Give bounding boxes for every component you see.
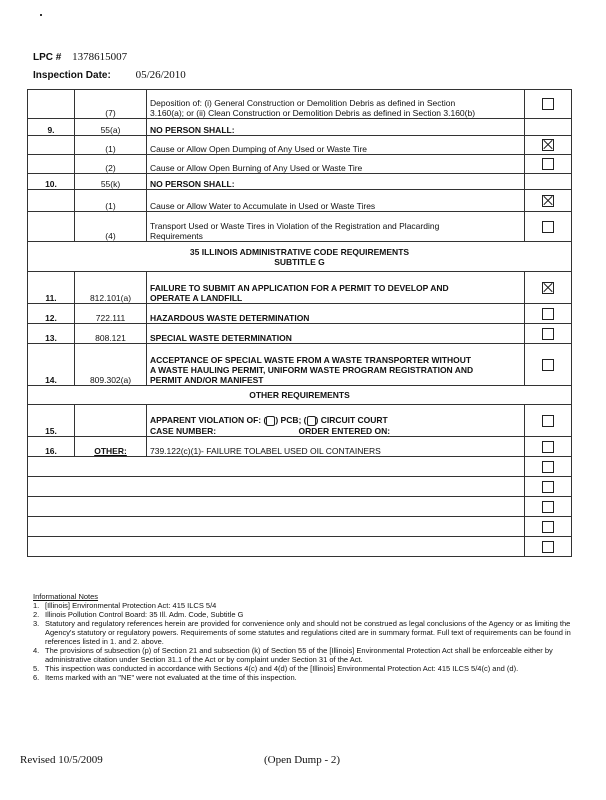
checkbox[interactable] bbox=[542, 308, 554, 320]
table-row bbox=[28, 174, 572, 190]
note-item: 4. The provisions of subsection (p) of Section 21 and subsection (k) of Section 55 of the [Illinois] Environmental Protection Act shall be enforceable either by administrative citation under Section 31.1 of the Act or by complaint under Section 31 of the Act. bbox=[33, 646, 553, 664]
row-section: 812.101(a) bbox=[75, 272, 147, 304]
row-desc: Cause or Allow Open Burning of Any Used or Waste Tire bbox=[147, 155, 525, 174]
checkbox[interactable] bbox=[542, 328, 554, 340]
checkbox[interactable] bbox=[542, 441, 554, 453]
table-row bbox=[28, 405, 572, 437]
inspection-date-value: 05/26/2010 bbox=[135, 69, 186, 81]
row-number: 16. bbox=[28, 437, 75, 457]
lpc-line bbox=[33, 51, 127, 63]
desc-line: 3.160(a); or (ii) Clean Construction or Demolition Debris as defined in Section 3.160(b) bbox=[150, 108, 476, 118]
revised-date: Revised 10/5/2009 bbox=[20, 754, 103, 766]
informational-notes bbox=[33, 592, 573, 682]
row-section: 809.302(a) bbox=[75, 344, 147, 386]
checkbox[interactable] bbox=[542, 98, 554, 110]
lpc-label: LPC # bbox=[33, 52, 62, 63]
desc-line: Transport Used or Waste Tires in Violation of the Registration and Placarding bbox=[150, 221, 440, 231]
row-sub: (2) bbox=[75, 155, 147, 174]
desc-line: Requirements bbox=[150, 231, 203, 241]
row-desc bbox=[147, 212, 525, 242]
row-number: 15. bbox=[28, 405, 75, 437]
table-row bbox=[28, 190, 572, 212]
other-label: OTHER: bbox=[75, 437, 147, 457]
checkbox[interactable] bbox=[542, 461, 554, 473]
desc-line: PERMIT AND/OR MANIFEST bbox=[150, 375, 264, 385]
inspection-date-label: Inspection Date: bbox=[33, 70, 111, 81]
row-section: 55(k) bbox=[75, 174, 147, 190]
checkbox[interactable] bbox=[542, 521, 554, 533]
row-section: 722.111 bbox=[75, 304, 147, 324]
row-desc: HAZARDOUS WASTE DETERMINATION bbox=[147, 304, 525, 324]
row-number: 11. bbox=[28, 272, 75, 304]
blank-row bbox=[28, 457, 572, 477]
row-section: 55(a) bbox=[75, 119, 147, 136]
row-number: 13. bbox=[28, 324, 75, 344]
note-item: 2. Illinois Pollution Control Board: 35 Ill. Adm. Code, Subtitle G bbox=[33, 610, 244, 619]
row-sub: (1) bbox=[75, 190, 147, 212]
section-header-row bbox=[28, 386, 572, 405]
row-desc: Cause or Allow Water to Accumulate in Used or Waste Tires bbox=[147, 190, 525, 212]
row-desc bbox=[147, 405, 525, 437]
row-desc: NO PERSON SHALL: bbox=[147, 119, 525, 136]
row-desc bbox=[147, 90, 525, 119]
apparent-violation-line bbox=[150, 415, 521, 426]
desc-line: OPERATE A LANDFILL bbox=[150, 293, 243, 303]
order-entered-label: ORDER ENTERED ON: bbox=[298, 426, 391, 436]
table-row bbox=[28, 344, 572, 386]
note-item: 5. This inspection was conducted in accordance with Sections 4(c) and 4(d) of the [Illinois] Environmental Protection Act: 415 ILCS 5/4(c) and (d). bbox=[33, 664, 519, 673]
row-desc: SPECIAL WASTE DETERMINATION bbox=[147, 324, 525, 344]
checkbox[interactable] bbox=[542, 541, 554, 553]
lpc-value: 1378615007 bbox=[72, 51, 128, 63]
desc-line: ACCEPTANCE OF SPECIAL WASTE FROM A WASTE TRANSPORTER WITHOUT bbox=[150, 355, 472, 365]
table-row bbox=[28, 119, 572, 136]
blank-row bbox=[28, 537, 572, 557]
table-row bbox=[28, 324, 572, 344]
notes-title: Informational Notes bbox=[33, 592, 99, 601]
checkbox-checked[interactable] bbox=[542, 195, 554, 207]
inspection-date-line bbox=[33, 69, 186, 81]
row-desc: Cause or Allow Open Dumping of Any Used or Waste Tire bbox=[147, 136, 525, 155]
scan-speck bbox=[40, 14, 42, 16]
checkbox[interactable] bbox=[542, 415, 554, 427]
circuit-court-label: ) CIRCUIT COURT bbox=[315, 415, 388, 426]
checkbox[interactable] bbox=[542, 359, 554, 371]
table-row bbox=[28, 437, 572, 457]
row-number: 14. bbox=[28, 344, 75, 386]
checkbox[interactable] bbox=[542, 158, 554, 170]
row-desc bbox=[147, 272, 525, 304]
checkbox[interactable] bbox=[542, 501, 554, 513]
row-sub: (4) bbox=[75, 212, 147, 242]
section-header bbox=[28, 242, 572, 272]
blank-row bbox=[28, 517, 572, 537]
pcb-label: ) PCB; ( bbox=[275, 415, 307, 426]
page-label: (Open Dump - 2) bbox=[264, 754, 341, 766]
desc-line: Deposition of: (i) General Construction or Demolition Debris as defined in Section bbox=[150, 98, 456, 108]
table-row bbox=[28, 304, 572, 324]
row-desc: NO PERSON SHALL: bbox=[147, 174, 525, 190]
checkbox-checked[interactable] bbox=[542, 139, 554, 151]
row-number: 9. bbox=[28, 119, 75, 136]
checkbox[interactable] bbox=[542, 481, 554, 493]
note-item: 6. Items marked with an "NE" were not evaluated at the time of this inspection. bbox=[33, 673, 297, 682]
row-section: 808.121 bbox=[75, 324, 147, 344]
desc-line: FAILURE TO SUBMIT AN APPLICATION FOR A PERMIT TO DEVELOP AND bbox=[150, 283, 449, 293]
circuit-court-option-box[interactable] bbox=[307, 416, 316, 426]
blank-row bbox=[28, 497, 572, 517]
pcb-option-box[interactable] bbox=[266, 416, 275, 426]
apparent-label: APPARENT VIOLATION OF: ( bbox=[150, 415, 267, 426]
section-title: 35 ILLINOIS ADMINISTRATIVE CODE REQUIREMENTS bbox=[189, 246, 410, 257]
section-header-row bbox=[28, 242, 572, 272]
table-row bbox=[28, 212, 572, 242]
desc-line: A WASTE HAULING PERMIT, UNIFORM WASTE PROGRAM REGISTRATION AND bbox=[150, 365, 474, 375]
blank-row bbox=[28, 477, 572, 497]
row-desc bbox=[147, 344, 525, 386]
other-text: 739.122(c)(1)- FAILURE TOLABEL USED OIL CONTAINERS bbox=[147, 437, 525, 457]
row-number: 12. bbox=[28, 304, 75, 324]
table-row bbox=[28, 90, 572, 119]
table-row bbox=[28, 272, 572, 304]
case-number-label: CASE NUMBER: bbox=[150, 426, 217, 436]
checkbox[interactable] bbox=[542, 221, 554, 233]
case-line bbox=[150, 426, 521, 436]
checkbox-checked[interactable] bbox=[542, 282, 554, 294]
requirements-table bbox=[27, 89, 572, 557]
table-row bbox=[28, 155, 572, 174]
section-subtitle: SUBTITLE G bbox=[274, 256, 325, 267]
row-sub: (7) bbox=[75, 90, 147, 119]
section-header: OTHER REQUIREMENTS bbox=[28, 386, 572, 405]
note-item: 1. [Illinois] Environmental Protection Act: 415 ILCS 5/4 bbox=[33, 601, 217, 610]
row-sub: (1) bbox=[75, 136, 147, 155]
row-number: 10. bbox=[28, 174, 75, 190]
note-item: 3. Statutory and regulatory references herein are provided for convenience only and should not be construed as legal conclusions of the Agency or as limiting the Agency's statutory or regulatory powers. Requirements of some statutes and regulations cited are in summary format. Full text of requirements can be found in references listed in 1. and 2. above. bbox=[33, 619, 571, 646]
table-row bbox=[28, 136, 572, 155]
